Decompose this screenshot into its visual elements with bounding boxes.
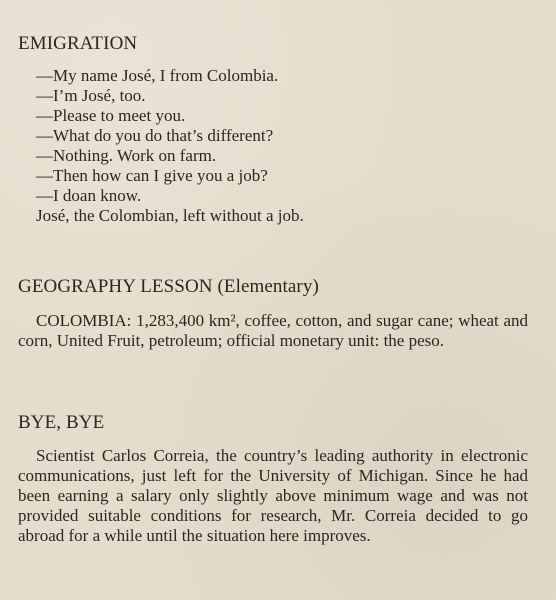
dialogue-line: —My name José, I from Colombia. bbox=[36, 66, 279, 85]
dialogue-line: —Nothing. Work on farm. bbox=[36, 146, 217, 165]
bye-bye-paragraph: Scientist Carlos Correia, the country’s leading authority in electronic communications, just left for the University of Michigan. Since he had been earning a salary only slightly above minimum wage and was not provided suitable conditions for research, Mr. Correia decided to go abroad for a while until the situation here improves. bbox=[18, 446, 528, 545]
dialogue-line: —I’m José, too. bbox=[36, 86, 146, 105]
geography-paragraph: COLOMBIA: 1,283,400 km², coffee, cotton, and sugar cane; wheat and corn, United Fruit, petroleum; official monetary unit: the peso. bbox=[18, 311, 528, 350]
section-heading-geography-lesson: GEOGRAPHY LESSON (Elementary) bbox=[18, 276, 319, 297]
dialogue-line: —What do you do that’s different? bbox=[36, 126, 274, 145]
emigration-dialogue bbox=[36, 66, 304, 226]
dialogue-line: —Then how can I give you a job? bbox=[36, 166, 268, 185]
section-heading-emigration: EMIGRATION bbox=[18, 33, 138, 54]
dialogue-line: —I doan know. bbox=[36, 186, 142, 205]
dialogue-line: José, the Colombian, left without a job. bbox=[36, 206, 304, 225]
section-heading-bye-bye: BYE, BYE bbox=[18, 412, 105, 433]
dialogue-line: —Please to meet you. bbox=[36, 106, 186, 125]
